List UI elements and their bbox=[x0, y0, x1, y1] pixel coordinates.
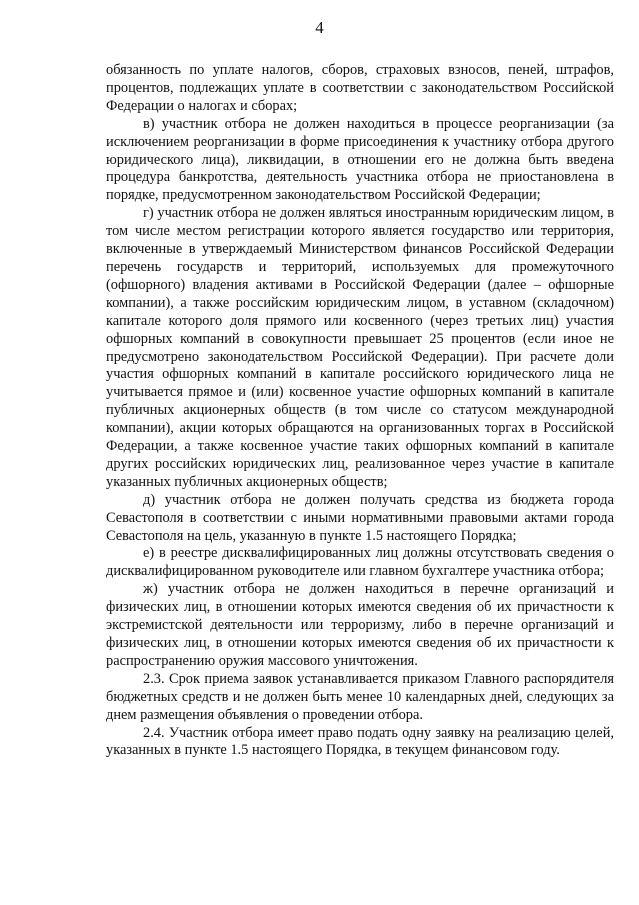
paragraph-zh: ж) участник отбора не должен находиться в перечне организаций и физических лиц, в отношении которых имеются сведения об их причастности к экстремистской деятельности или терроризму, либо в перечне организаций и физических лиц, в отношении которых имеются сведения об их причастности к распространению оружия массового уничтожения. bbox=[106, 581, 614, 669]
paragraph-e: е) в реестре дисквалифицированных лиц должны отсутствовать сведения о дисквалифицированном руководителе или главном бухгалтере участника отбора; bbox=[106, 545, 614, 580]
paragraph-continuation: обязанность по уплате налогов, сборов, страховых взносов, пеней, штрафов, процентов, подлежащих уплате в соответствии с законодательством Российской Федерации о налогах и сборах; bbox=[106, 62, 614, 114]
page-number: 4 bbox=[315, 18, 324, 37]
paragraph-2-4: 2.4. Участник отбора имеет право подать одну заявку на реализацию целей, указанных в пункте 1.5 настоящего Порядка, в текущем финансовом году. bbox=[106, 724, 614, 759]
document-body bbox=[106, 62, 614, 760]
paragraph-2-3: 2.3. Срок приема заявок устанавливается приказом Главного распорядителя бюджетных средств и не должен быть менее 10 календарных дней, следующих за днем размещения объявления о проведении отбора. bbox=[106, 670, 614, 723]
paragraph-v: в) участник отбора не должен находиться в процессе реорганизации (за исключением реорганизации в форме присоединения к участнику отбора другого юридического лица), ликвидации, в отношении его не должна быть введена процедура банкротства, деятельность участника отбора не приостановлена в порядке, предусмотренном законодательством Российской Федерации; bbox=[106, 115, 614, 204]
paragraph-d: д) участник отбора не должен получать средства из бюджета города Севастополя в соответствии с иными нормативными правовыми актами города Севастополя на цель, указанную в пункте 1.5 настоящего Порядка; bbox=[106, 491, 614, 544]
paragraph-g: г) участник отбора не должен являться иностранным юридическим лицом, в том числе местом регистрации которого является государство или территория, включенные в утверждаемый Министерством финансов Российской Федерации перечень государств и территорий, используемых для промежуточного (офшорного) владения активами в Российской Федерации (далее – офшорные компании), а также российским юридическим лицом, в уставном (складочном) капитале которого доля прямого или косвенного (через третьих лиц) участия офшорных компаний в совокупности превышает 25 процентов (если иное не предусмотрено законодательством Российской Федерации). При расчете доли участия офшорных компаний в капитале российского юридического лица не учитывается прямое и (или) косвенное участие офшорных компаний в капитале публичных акционерных обществ (в том числе со статусом международной компании), акции которых обращаются на организованных торгах в Российской Федерации, а также косвенное участие таких офшорных компаний в капитале других российских юридических лиц, реализованное через участие в капитале указанных публичных акционерных обществ; bbox=[106, 205, 614, 490]
